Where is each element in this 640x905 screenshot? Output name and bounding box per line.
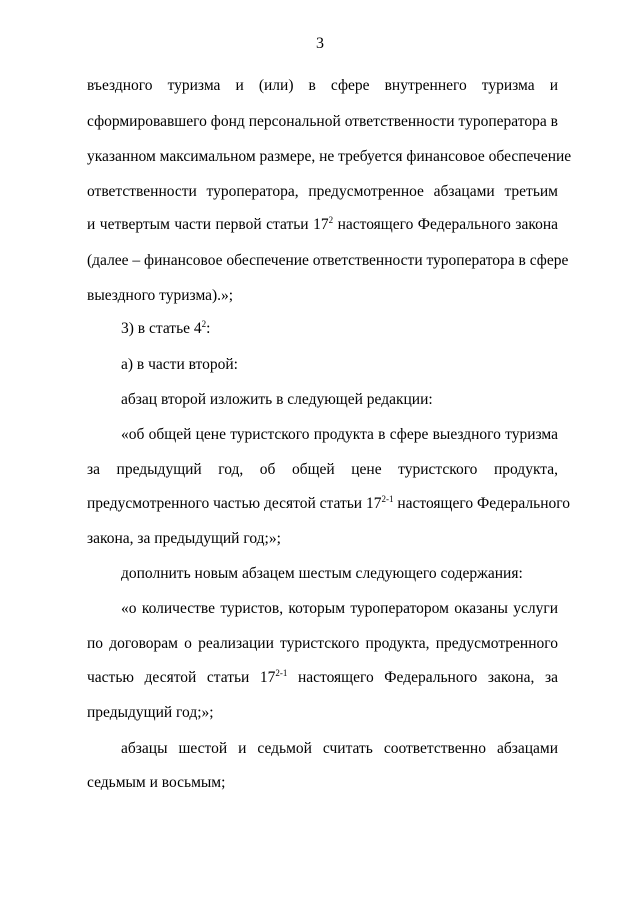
text-line: седьмым и восьмым; — [87, 774, 226, 791]
text-line: ответственности туроператора, предусмотренное абзацами третьим — [87, 183, 558, 200]
text-line: предыдущий год;»; — [87, 704, 214, 721]
superscript: 2-1 — [275, 668, 288, 678]
text-line-part: 3) в статье 4 — [121, 320, 202, 337]
text-line-part: настоящего Федерального — [393, 495, 570, 512]
text-line — [87, 494, 570, 514]
superscript: 2 — [328, 215, 334, 225]
page-number: 3 — [316, 35, 324, 52]
text-line-part: предусмотренного частью десятой статьи 17 — [87, 495, 382, 512]
text-line-part: и четвертым части первой статьи 17 — [87, 216, 329, 233]
text-line: абзацы шестой и седьмой считать соответственно абзацами — [121, 740, 558, 757]
text-line-part: частью десятой статьи 17 — [87, 669, 276, 686]
text-line: въездного туризма и (или) в сфере внутреннего туризма и — [87, 77, 558, 94]
text-line — [87, 215, 558, 235]
text-line — [87, 668, 558, 688]
superscript: 2-1 — [381, 494, 394, 504]
text-line-part: настоящего Федерального закона — [333, 216, 558, 233]
text-line-part: настоящего Федерального закона, за — [287, 669, 558, 686]
text-line — [121, 319, 558, 339]
text-line: (далее – финансовое обеспечение ответственности туроператора в сфере — [87, 252, 569, 269]
text-line: «об общей цене туристского продукта в сфере выездного туризма — [121, 426, 558, 443]
text-line: указанном максимальном размере, не требуется финансовое обеспечение — [87, 148, 572, 165]
superscript: 2 — [201, 319, 207, 329]
text-line: по договорам о реализации туристского продукта, предусмотренного — [87, 635, 558, 652]
text-line-part: : — [206, 320, 211, 337]
text-line: выездного туризма).»; — [87, 287, 234, 304]
text-line: «о количестве туристов, которым туроператором оказаны услуги — [121, 600, 558, 617]
text-line: абзац второй изложить в следующей редакции: — [121, 391, 433, 408]
text-line: за предыдущий год, об общей цене туристского продукта, — [87, 461, 558, 478]
text-line: закона, за предыдущий год;»; — [87, 530, 281, 547]
text-line: а) в части второй: — [121, 356, 238, 373]
text-line: сформировавшего фонд персональной ответственности туроператора в — [87, 113, 558, 130]
text-line: дополнить новым абзацем шестым следующего содержания: — [121, 565, 523, 582]
